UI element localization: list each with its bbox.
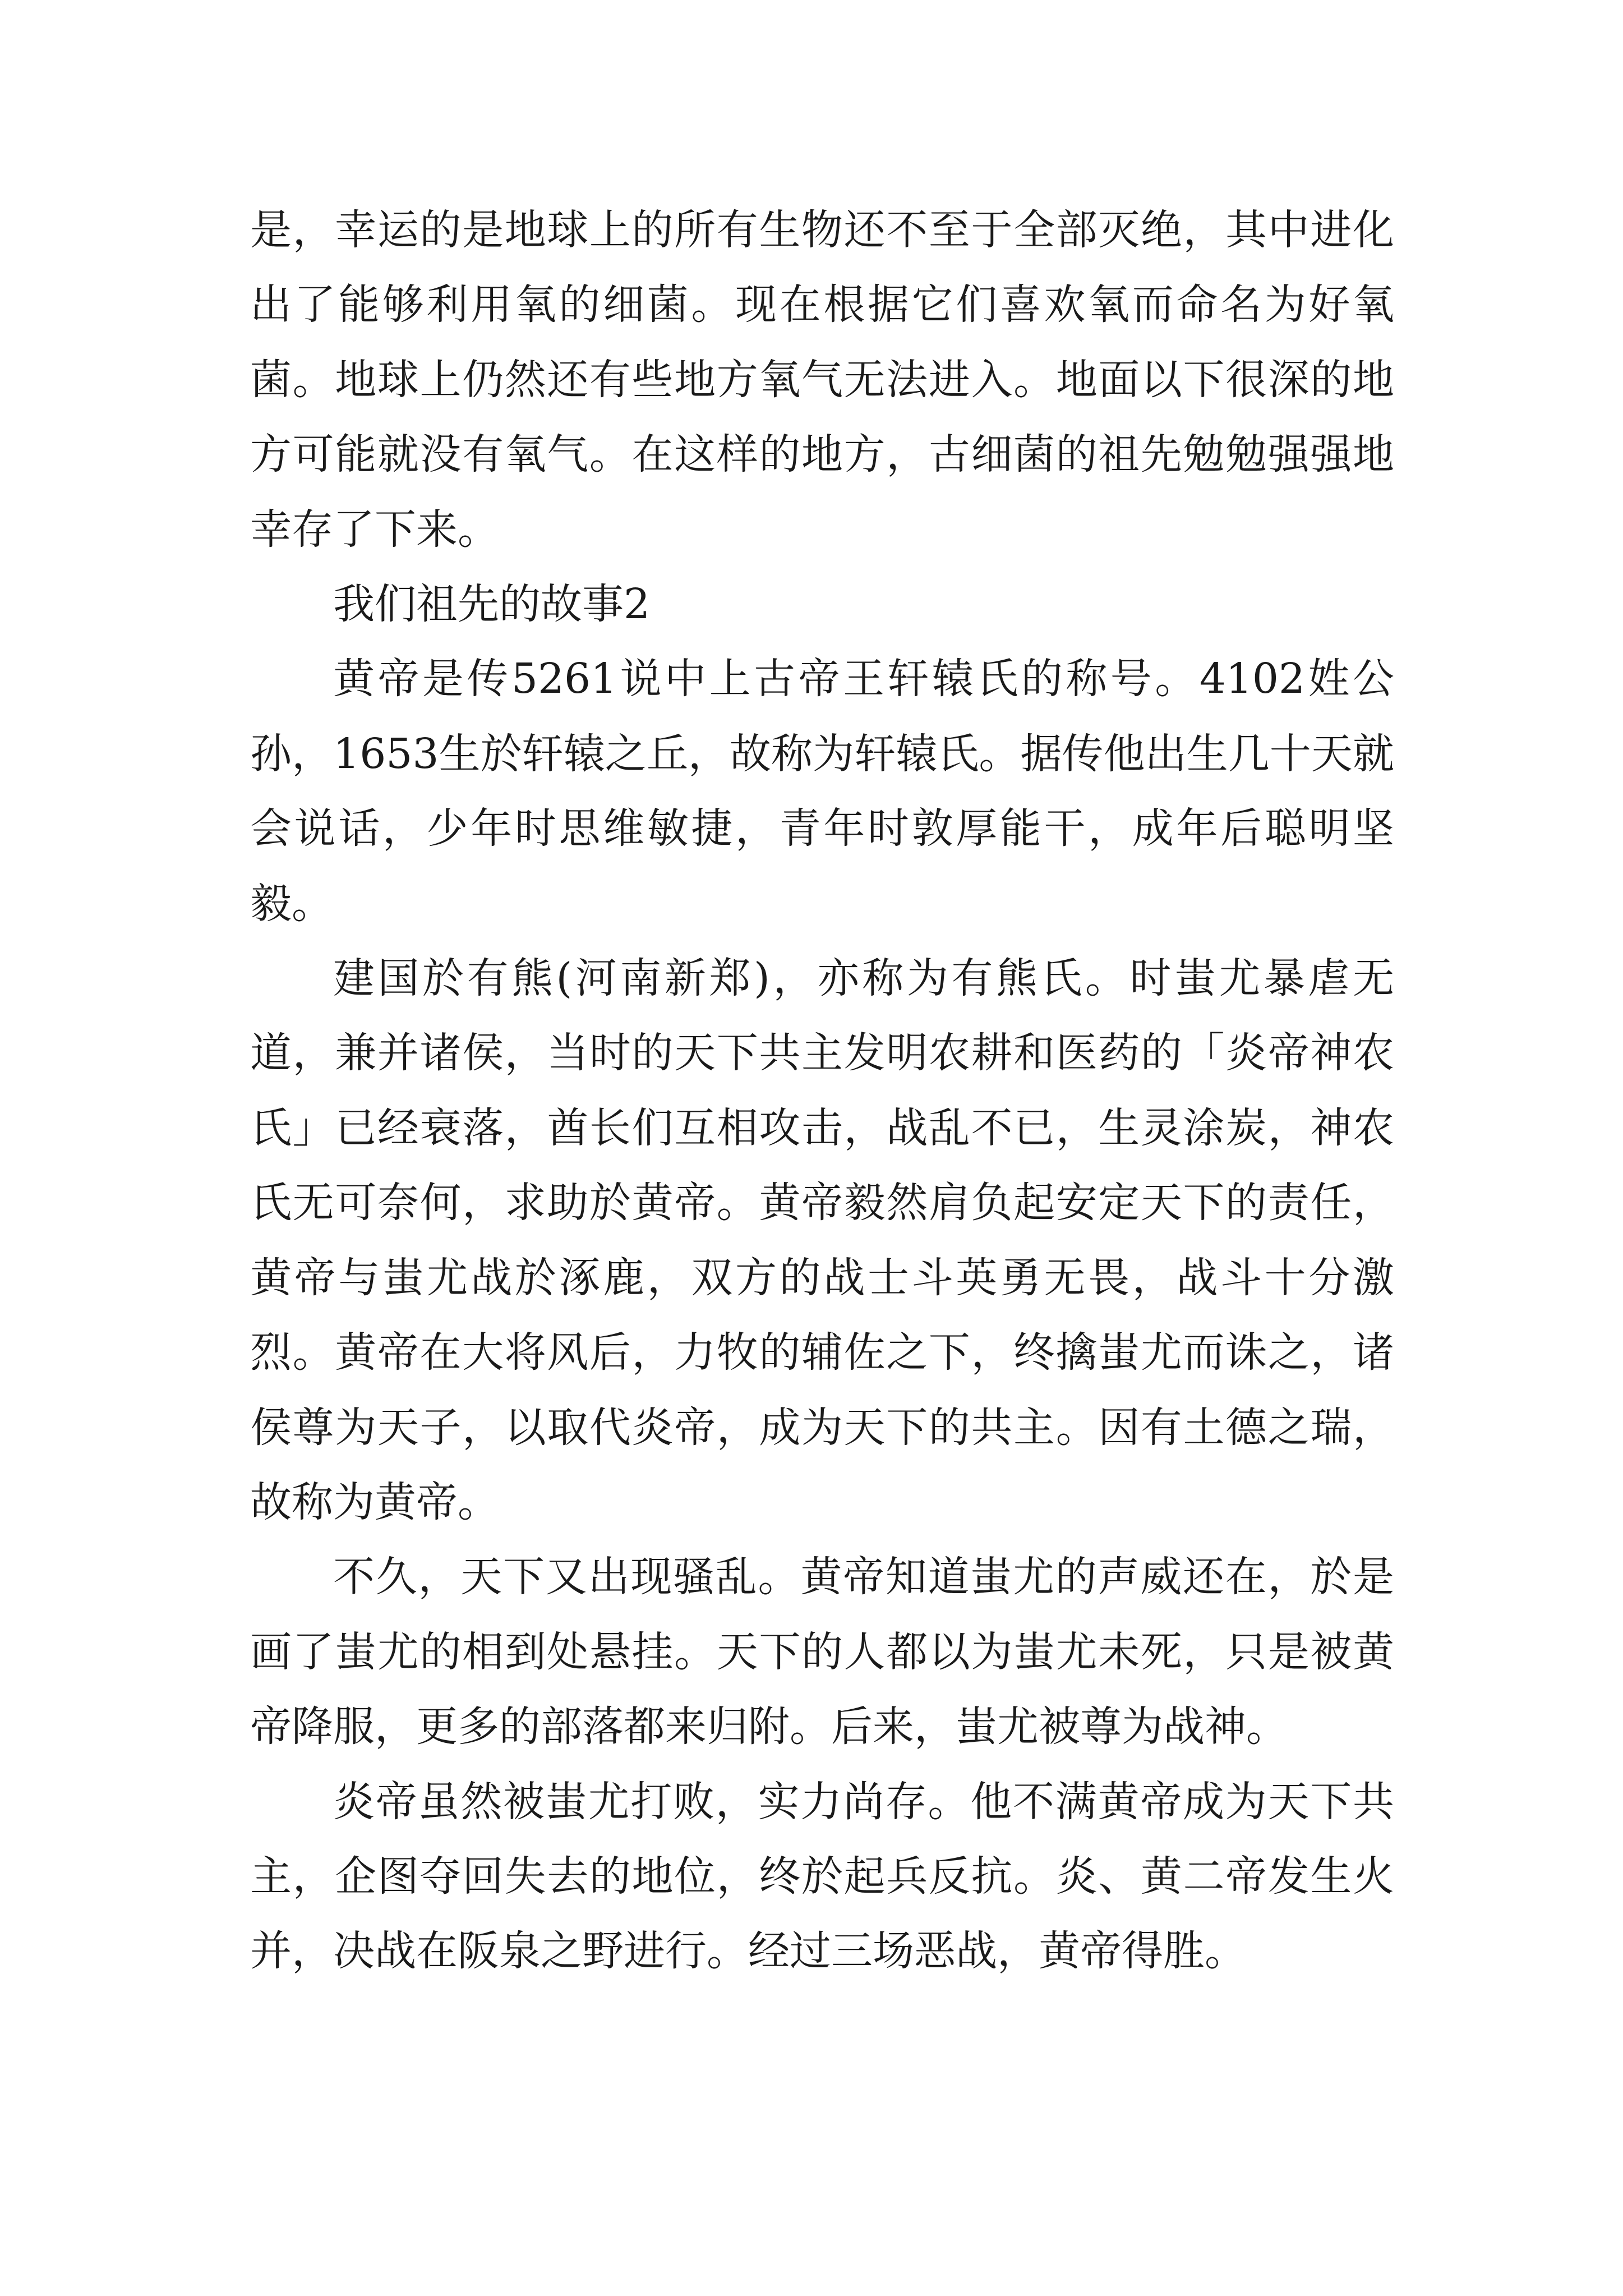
paragraph-chiyou-portrait: 不久，天下又出现骚乱。黄帝知道蚩尤的声威还在，於是画了蚩尤的相到处悬挂。天下的人都以为蚩尤未死，只是被黄帝降服，更多的部落都来归附。后来，蚩尤被尊为战神。: [250, 1553, 1394, 1751]
document-body: [250, 193, 1394, 1989]
section-heading: 我们祖先的故事2: [333, 580, 651, 629]
paragraph-continued: 是，幸运的是地球上的所有生物还不至于全部灭绝，其中进化出了能够利用氧的细菌。现在根据它们喜欢氧而命名为好氧菌。地球上仍然还有些地方氧气无法进入。地面以下很深的地方可能就没有氧气。在这样的地方，古细菌的祖先勉勉强强地幸存了下来。: [250, 206, 1394, 554]
paragraph-yandi-battle: 炎帝虽然被蚩尤打败，实力尚存。他不满黄帝成为天下共主，企图夺回失去的地位，终於起兵反抗。炎、黄二帝发生火并，决战在阪泉之野进行。经过三场恶战，黄帝得胜。: [250, 1777, 1394, 1976]
paragraph-huangdi-intro: 黄帝是传5261说中上古帝王轩辕氏的称号。4102姓公孙，1653生於轩辕之丘，故称为轩辕氏。据传他出生几十天就会说话，少年时思维敏捷，青年时敦厚能干，成年后聪明坚毅。: [250, 655, 1394, 928]
paragraph-youxiong: 建国於有熊(河南新郑)，亦称为有熊氏。时蚩尤暴虐无道，兼并诸侯，当时的天下共主发明农耕和医药的「炎帝神农氏」已经衰落，酋长们互相攻击，战乱不已，生灵涂炭，神农氏无可奈何，求助於黄帝。黄帝毅然肩负起安定天下的责任，黄帝与蚩尤战於涿鹿，双方的战士斗英勇无畏，战斗十分激烈。黄帝在大将风后，力牧的辅佐之下，终擒蚩尤而诛之，诸侯尊为天子，以取代炎帝，成为天下的共主。因有土德之瑞，故称为黄帝。: [250, 954, 1394, 1526]
